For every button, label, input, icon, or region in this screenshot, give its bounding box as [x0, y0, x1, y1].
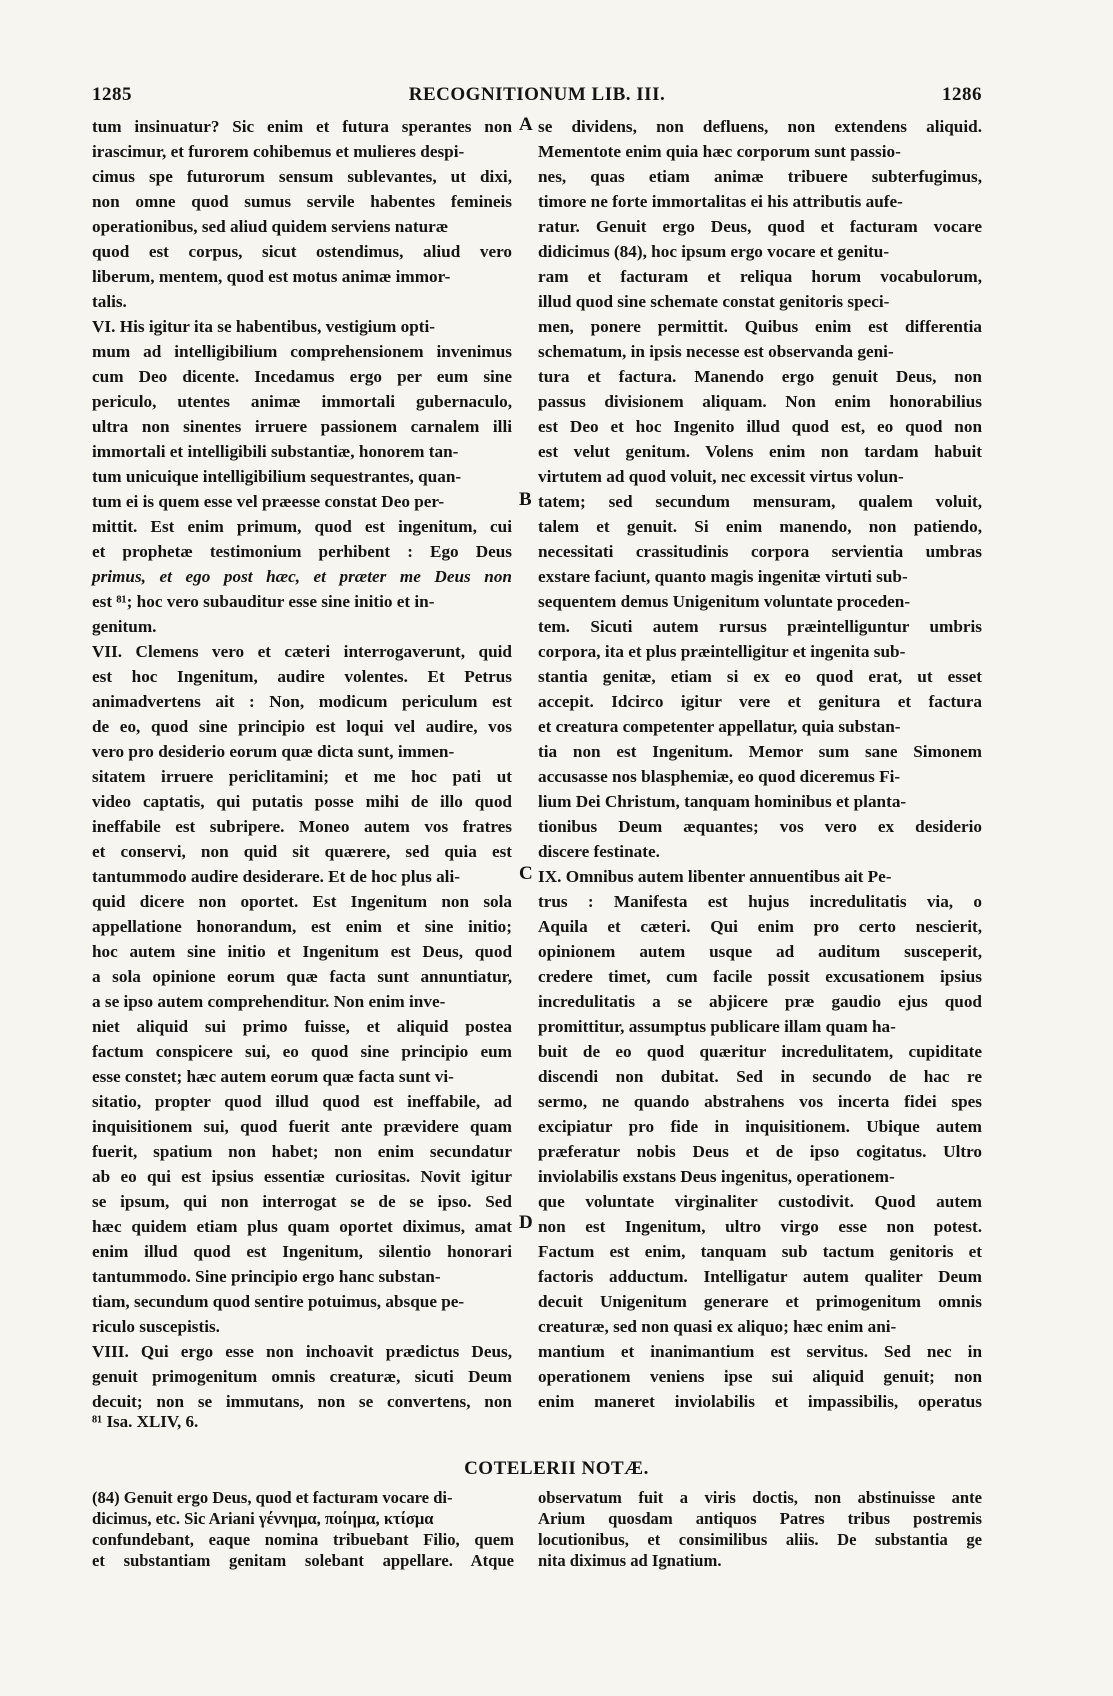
- text-line: VI. His igitur ita se habentibus, vestigium opti-: [92, 317, 435, 336]
- text-line: virtutem ad quod voluit, nec excessit virtus volun-: [538, 467, 904, 486]
- text-line: accusasse nos blasphemiæ, eo quod diceremus Fi-: [538, 767, 901, 786]
- text-line: operationem veniens ipse sui aliquid genuit; non: [538, 1367, 982, 1386]
- text-line: talis.: [92, 292, 127, 311]
- text-line: opinionem autem usque ad auditum susceperit,: [538, 942, 982, 961]
- text-line: Mementote enim quia hæc corporum sunt passio-: [538, 142, 901, 161]
- right-text-column: [538, 114, 982, 1414]
- text-line: est Deo et hoc Ingenito illud quod est, eo quod non: [538, 417, 982, 436]
- text-line: hoc autem sine initio et Ingenitum est Deus, quod: [92, 942, 512, 961]
- text-line: VIII. Qui ergo esse non inchoavit prædictus Deus,: [92, 1342, 512, 1361]
- text-line: de eo, quod sine principio est loqui vel audire, vos: [92, 717, 512, 736]
- text-line: mum ad intelligibilium comprehensionem invenimus: [92, 342, 512, 361]
- text-line: passus divisionem aliquam. Non enim honorabilius: [538, 392, 982, 411]
- text-line: et prophetæ testimonium perhibent : Ego Deus: [92, 542, 512, 561]
- text-line: tantummodo audire desiderare. Et de hoc plus ali-: [92, 867, 460, 886]
- text-line: ab eo qui est ipsius essentiæ curiositas. Novit igitur: [92, 1167, 512, 1186]
- text-line: talem et genuit. Si enim manendo, non patiendo,: [538, 517, 982, 536]
- text-line: et creatura competenter appellatur, quia substan-: [538, 717, 901, 736]
- text-line: discendi non dubitat. Sed in secundo de hac re: [538, 1067, 982, 1086]
- text-line: IX. Omnibus autem libenter annuentibus ait Pe-: [538, 867, 892, 886]
- text-line: illud quod sine schemate constat genitoris speci-: [538, 292, 890, 311]
- note-line: nita diximus ad Ignatium.: [538, 1551, 722, 1570]
- text-line: se dividens, non defluens, non extendens aliquid.: [538, 117, 982, 136]
- text-line: a se ipso autem comprehenditur. Non enim inve-: [92, 992, 446, 1011]
- margin-marker-b: B: [519, 489, 532, 510]
- text-line: discere festinate.: [538, 842, 660, 861]
- text-line: excipiatur pro fide in inquisitionem. Ubique autem: [538, 1117, 982, 1136]
- text-line: video captatis, qui putatis posse mihi de illo quod: [92, 792, 512, 811]
- text-line: cum Deo dicente. Incedamus ergo per eum sine: [92, 367, 512, 386]
- text-line: tem. Sicuti autem rursus præintelliguntur umbris: [538, 617, 982, 636]
- text-line: animadvertens ait : Non, modicum periculum est: [92, 692, 512, 711]
- text-line: ultra non sinentes irruere passionem carnalem illi: [92, 417, 512, 436]
- margin-marker-c: C: [519, 863, 533, 884]
- note-line: observatum fuit a viris doctis, non abstinuisse ante: [538, 1488, 982, 1507]
- text-line: exstare faciunt, quanto magis ingenitæ virtuti sub-: [538, 567, 908, 586]
- text-line: non est Ingenitum, ultro virgo esse non potest.: [538, 1217, 982, 1236]
- text-line: mantium et inanimantium est servitus. Sed nec in: [538, 1342, 982, 1361]
- note-line: locutionibus, et consimilibus aliis. De substantia ge: [538, 1530, 982, 1549]
- text-line: stantia genitæ, etiam si ex eo quod erat, ut esset: [538, 667, 982, 686]
- text-line: timore ne forte immortalitas ei his attributis aufe-: [538, 192, 903, 211]
- text-line: tionibus Deum æquantes; vos vero ex desiderio: [538, 817, 982, 836]
- text-line: præferatur nobis Deus et de ipso cogitatus. Ultro: [538, 1142, 982, 1161]
- text-line: tum insinuatur? Sic enim et futura sperantes non: [92, 117, 512, 136]
- text-line: riculo suscepistis.: [92, 1317, 220, 1336]
- text-line: ineffabile est subripere. Moneo autem vos fratres: [92, 817, 512, 836]
- text-line: appellatione honorandum, est enim et sine initio;: [92, 917, 512, 936]
- text-line: nes, quas etiam animæ tribuere subterfugimus,: [538, 167, 982, 186]
- text-line: esse constet; hæc autem eorum quæ facta sunt vi-: [92, 1067, 454, 1086]
- note-line: (84) Genuit ergo Deus, quod et facturam vocare di-: [92, 1488, 453, 1507]
- margin-marker-a: A: [519, 114, 533, 135]
- text-line: promittitur, assumptus publicare illam quam ha-: [538, 1017, 896, 1036]
- text-line: vero pro desiderio eorum quæ dicta sunt, immen-: [92, 742, 455, 761]
- text-line: genitum.: [92, 617, 157, 636]
- margin-marker-d: D: [519, 1212, 533, 1233]
- text-line: trus : Manifesta est hujus incredulitatis via, o: [538, 892, 982, 911]
- text-line: fuerit, spatium non habet; non enim secundatur: [92, 1142, 512, 1161]
- text-line: tatem; sed secundum mensuram, qualem voluit,: [538, 492, 982, 511]
- text-line: sitatem irruere periclitamini; et me hoc pati ut: [92, 767, 512, 786]
- text-line: est hoc Ingenitum, audire volentes. Et Petrus: [92, 667, 512, 686]
- text-line: sequentem demus Unigenitum voluntate proceden-: [538, 592, 911, 611]
- text-line: tantummodo. Sine principio ergo hanc substan-: [92, 1267, 441, 1286]
- note-line: Arium quosdam antiquos Patres tribus postremis: [538, 1509, 982, 1528]
- running-title: RECOGNITIONUM LIB. III.: [408, 84, 666, 105]
- text-line: et conservi, non quid sit quærere, sed quia est: [92, 842, 512, 861]
- text-line: incredulitatis a se abjicere præ gaudio ejus quod: [538, 992, 982, 1011]
- text-line: tura et factura. Manendo ergo genuit Deus, non: [538, 367, 982, 386]
- footnote: ⁸¹ Isa. XLIV, 6.: [92, 1412, 199, 1431]
- text-line: tum ei is quem esse vel præesse constat Deo per-: [92, 492, 445, 511]
- text-line: necessitati crassitudinis corpora servientia umbras: [538, 542, 982, 561]
- text-line: enim maneret inviolabilis et impassibilis, operatus: [538, 1392, 982, 1411]
- text-line: corpora, ita et plus præintelligitur et ingenita sub-: [538, 642, 906, 661]
- text-line: credere timet, cum facile possit excusationem ipsius: [538, 967, 982, 986]
- text-line: que voluntate virginaliter custodivit. Quod autem: [538, 1192, 982, 1211]
- text-line: cimus spe futurorum sensum sublevantes, ut dixi,: [92, 167, 512, 186]
- text-line: decuit Unigenitum generare et primogenitum omnis: [538, 1292, 982, 1311]
- text-line: schematum, in ipsis necesse est observanda geni-: [538, 342, 894, 361]
- text-line: tiam, secundum quod sentire potuimus, absque pe-: [92, 1292, 465, 1311]
- text-line: Factum est enim, tanquam sub tactum genitoris et: [538, 1242, 982, 1261]
- text-line: hæc quidem etiam plus quam oportet diximus, amat: [92, 1217, 512, 1236]
- text-line: irascimur, et furorem cohibemus et mulieres despi-: [92, 142, 465, 161]
- notes-left-column: [92, 1487, 514, 1571]
- text-line: a sola opinione eorum quæ facta sunt annuntiatur,: [92, 967, 512, 986]
- text-line: est ⁸¹; hoc vero subauditur esse sine initio et in-: [92, 592, 435, 611]
- text-line: quid dicere non oportet. Est Ingenitum non sola: [92, 892, 512, 911]
- text-line: sitatio, propter quod illud quod est ineffabile, ad: [92, 1092, 512, 1111]
- text-line: inquisitionem sui, quod fuerit ante prævidere quam: [92, 1117, 512, 1136]
- notes-title: COTELERII NOTÆ.: [464, 1458, 649, 1479]
- note-line: et substantiam genitam solebant appellare. Atque: [92, 1551, 514, 1570]
- text-line: niet aliquid sui primo fuisse, et aliquid postea: [92, 1017, 512, 1036]
- text-line: men, ponere permittit. Quibus enim est differentia: [538, 317, 982, 336]
- text-line: quod est corpus, sicut ostendimus, aliud vero: [92, 242, 512, 261]
- text-line: enim illud quod est Ingenitum, silentio honorari: [92, 1242, 512, 1261]
- text-line: se ipsum, qui non interrogat se de se ipso. Sed: [92, 1192, 512, 1211]
- text-line: immortali et intelligibili substantiæ, honorem tan-: [92, 442, 459, 461]
- text-line: liberum, mentem, quod est motus animæ immor-: [92, 267, 451, 286]
- text-line: lium Dei Christum, tanquam hominibus et planta-: [538, 792, 907, 811]
- text-line: tia non est Ingenitum. Memor sum sane Simonem: [538, 742, 982, 761]
- text-line: decuit; non se immutans, non se convertens, non: [92, 1392, 512, 1411]
- note-line: confundebant, eaque nomina tribuebant Filio, quem: [92, 1530, 514, 1549]
- notes-right-column: [538, 1487, 982, 1571]
- text-line: mittit. Est enim primum, quod est ingenitum, cui: [92, 517, 512, 536]
- text-line: Aquila et cæteri. Qui enim pro certo nescierit,: [538, 917, 982, 936]
- note-line: dicimus, etc. Sic Ariani γέννημα, ποίημα, κτίσμα: [92, 1509, 434, 1528]
- left-text-column: [92, 114, 512, 1414]
- text-line: ram et facturam et reliqua horum vocabulorum,: [538, 267, 982, 286]
- text-line: sermo, ne quando abstrahens vos incerta fidei spes: [538, 1092, 982, 1111]
- text-line: creaturæ, sed non quasi ex aliquo; hæc enim ani-: [538, 1317, 897, 1336]
- page-number-left: 1285: [92, 84, 132, 105]
- text-line: ratur. Genuit ergo Deus, quod et facturam vocare: [538, 217, 982, 236]
- text-line: operationibus, sed aliud quidem serviens naturæ: [92, 217, 449, 236]
- text-line: buit de eo quod quæritur incredulitatem, cupiditate: [538, 1042, 982, 1061]
- text-line: primus, et ego post hæc, et præter me Deus non: [92, 567, 512, 586]
- text-line: VII. Clemens vero et cæteri interrogaverunt, quid: [92, 642, 512, 661]
- text-line: factum conspicere sui, eo quod sine principio eum: [92, 1042, 512, 1061]
- text-line: non omne quod sumus servile habentes femineis: [92, 192, 512, 211]
- text-line: didicimus (84), hoc ipsum ergo vocare et genitu-: [538, 242, 890, 261]
- text-line: factoris adductum. Intelligatur autem qualiter Deum: [538, 1267, 982, 1286]
- text-line: periculo, utentes animæ immortali gubernaculo,: [92, 392, 512, 411]
- text-line: est velut genitum. Volens enim non tardam habuit: [538, 442, 982, 461]
- running-header: [92, 84, 982, 114]
- text-line: tum unicuique intelligibilium sequestrantes, quan-: [92, 467, 462, 486]
- text-line: accepit. Idcirco igitur vere et genitura et factura: [538, 692, 982, 711]
- text-line: inviolabilis exstans Deus ingenitus, operationem-: [538, 1167, 895, 1186]
- page-number-right: 1286: [942, 84, 982, 105]
- text-line: genuit primogenitum omnis creaturæ, sicuti Deum: [92, 1367, 512, 1386]
